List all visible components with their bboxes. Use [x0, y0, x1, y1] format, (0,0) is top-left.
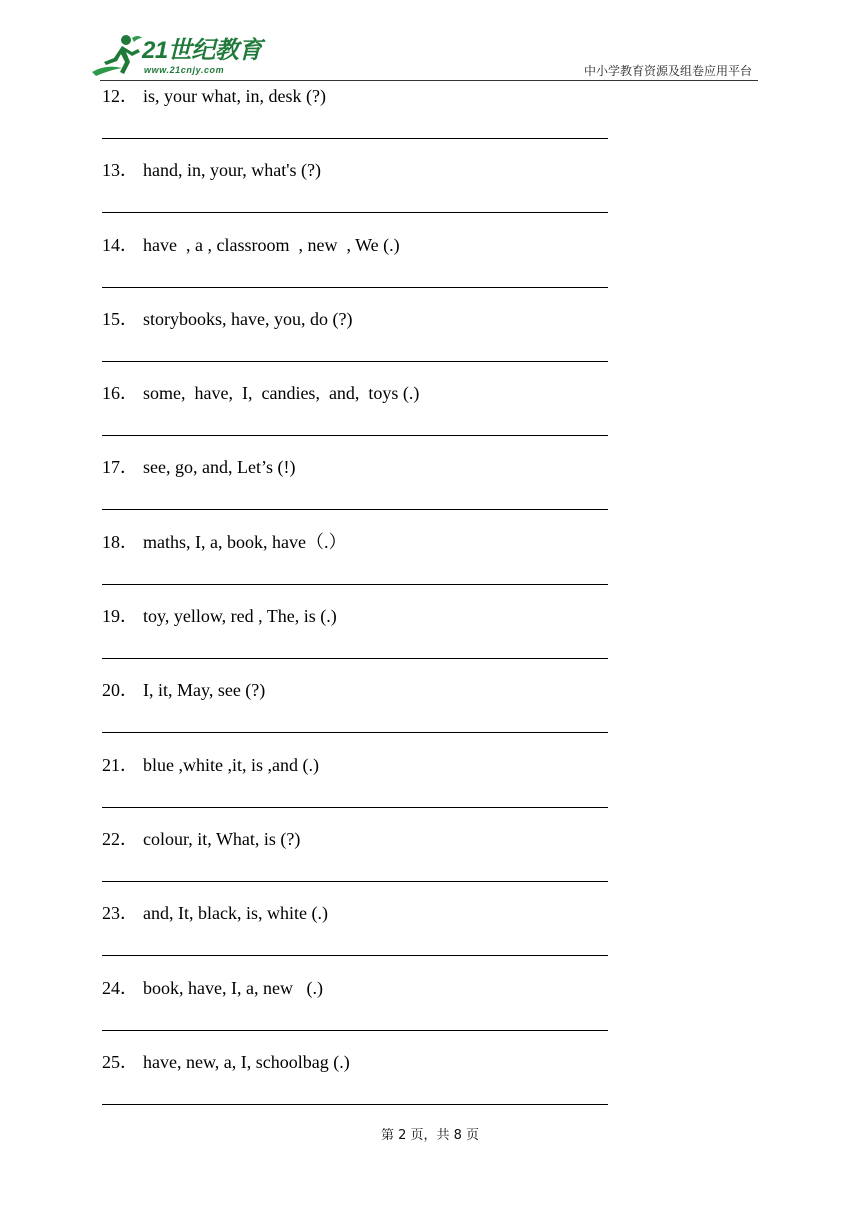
question-item — [102, 528, 622, 602]
answer-line[interactable] — [102, 955, 608, 956]
question-text — [102, 1050, 350, 1074]
page-number: 第 2 页，共 8 页 — [380, 1128, 480, 1143]
answer-line[interactable] — [102, 287, 608, 288]
logo — [92, 32, 262, 80]
answer-line[interactable] — [102, 1030, 608, 1031]
question-item — [102, 379, 622, 453]
question-number: 12． — [102, 86, 138, 106]
question-number: 20． — [102, 680, 138, 701]
question-number: 19． — [102, 606, 138, 627]
answer-line[interactable] — [102, 807, 608, 808]
question-number: 17． — [102, 457, 138, 478]
question-item — [102, 974, 622, 1048]
answer-line[interactable] — [102, 138, 608, 139]
question-number: 21． — [102, 754, 138, 775]
question-words: blue ,white ,it, is ,and (.) — [143, 754, 319, 775]
page-header — [0, 0, 860, 84]
question-words: some, have, I, candies, and, toys (.) — [143, 383, 420, 404]
answer-line[interactable] — [102, 584, 608, 585]
logo-main-text: 21世纪教育 — [142, 37, 262, 64]
question-item — [102, 751, 622, 825]
question-words: storybooks, have, you, do (?) — [143, 308, 353, 329]
question-words: book, have, I, a, new (.) — [143, 977, 323, 998]
question-words: toy, yellow, red , The, is (.) — [143, 606, 337, 627]
header-platform-text: 中小学教育资源及组卷应用平台 — [583, 64, 752, 78]
question-text — [102, 976, 323, 1000]
question-words: is, your what, in, desk (?) — [143, 86, 326, 106]
running-figure-icon — [92, 32, 144, 78]
answer-line[interactable] — [102, 658, 608, 659]
question-text — [102, 753, 319, 777]
question-text — [102, 604, 337, 628]
question-item — [102, 82, 622, 156]
question-text — [102, 455, 295, 479]
question-words: have , a , classroom , new , We (.) — [143, 234, 400, 255]
answer-line[interactable] — [102, 881, 608, 882]
question-number: 16． — [102, 383, 138, 404]
answer-line[interactable] — [102, 212, 608, 213]
question-number: 18． — [102, 531, 138, 552]
question-text — [102, 827, 300, 851]
header-divider — [100, 80, 758, 81]
question-text — [102, 381, 419, 405]
question-item — [102, 1048, 622, 1122]
question-words: hand, in, your, what's (?) — [143, 160, 321, 181]
question-number: 24． — [102, 977, 138, 998]
question-item — [102, 899, 622, 973]
question-item — [102, 453, 622, 527]
question-number: 14． — [102, 234, 138, 255]
question-number: 15． — [102, 308, 138, 329]
question-item — [102, 156, 622, 230]
answer-line[interactable] — [102, 509, 608, 510]
question-number: 23． — [102, 903, 138, 924]
question-number: 22． — [102, 828, 138, 849]
question-text — [102, 901, 328, 925]
logo-url-text: www.21cnjy.com — [144, 65, 225, 75]
question-text — [102, 678, 265, 702]
question-text — [102, 233, 400, 257]
question-item — [102, 676, 622, 750]
question-item — [102, 305, 622, 379]
question-text — [102, 158, 321, 182]
question-words: maths, I, a, book, have（.） — [143, 531, 347, 552]
question-list — [102, 82, 622, 1122]
answer-line[interactable] — [102, 435, 608, 436]
answer-line[interactable] — [102, 732, 608, 733]
question-words: have, new, a, I, schoolbag (.) — [143, 1051, 350, 1072]
question-item — [102, 602, 622, 676]
question-text — [102, 307, 352, 331]
question-text — [102, 530, 346, 554]
question-number: 13． — [102, 160, 138, 181]
question-words: I, it, May, see (?) — [143, 680, 266, 701]
question-item — [102, 825, 622, 899]
answer-line[interactable] — [102, 1104, 608, 1105]
question-words: colour, it, What, is (?) — [143, 828, 301, 849]
question-words: and, It, black, is, white (.) — [143, 903, 328, 924]
question-words: see, go, and, Let’s (!) — [143, 457, 296, 478]
question-text — [102, 84, 326, 108]
question-item — [102, 231, 622, 305]
answer-line[interactable] — [102, 361, 608, 362]
question-number: 25． — [102, 1051, 138, 1072]
